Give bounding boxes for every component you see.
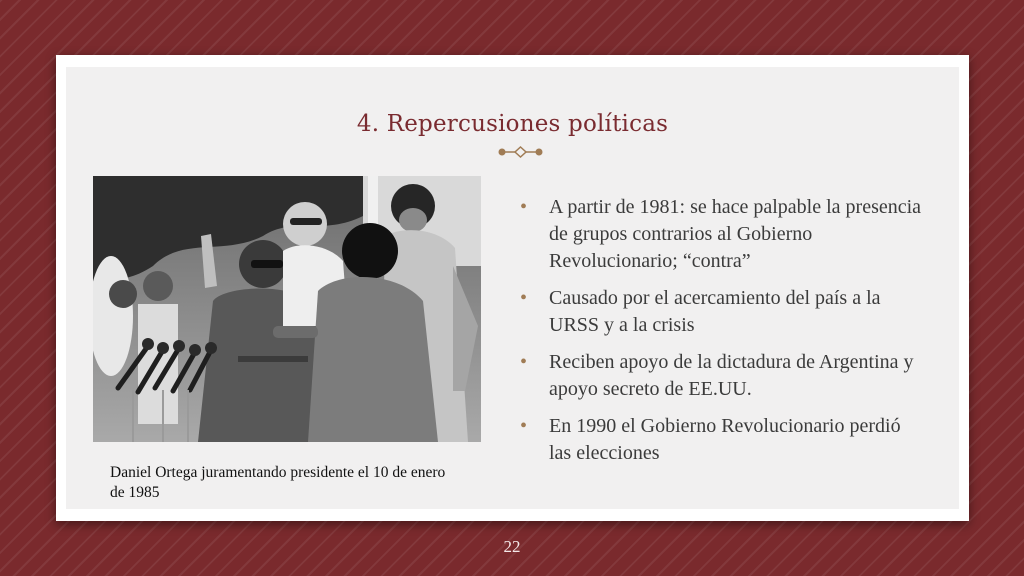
bullet-text: Reciben apoyo de la dictadura de Argentina y apoyo secreto de EE.UU. (549, 351, 914, 400)
bullet-item (506, 349, 926, 403)
diamond-divider-icon (498, 145, 543, 159)
bullet-text: En 1990 el Gobierno Revolucionario perdió las elecciones (549, 415, 901, 464)
bullet-text: Causado por el acercamiento del país a la URSS y a la crisis (549, 287, 881, 336)
bullet-list (506, 194, 926, 477)
slide-card (56, 55, 969, 521)
bullet-item (506, 413, 926, 467)
bullet-dot-icon: • (520, 287, 528, 309)
photo-caption: Daniel Ortega juramentando presidente el 10 de enero de 1985 (110, 464, 446, 501)
bullet-item (506, 194, 926, 275)
slide-title: 4. Repercusiones políticas (356, 111, 669, 137)
bullet-dot-icon: • (520, 196, 528, 218)
inauguration-photo (93, 176, 481, 442)
page-number: 22 (503, 537, 521, 556)
bullet-item (506, 285, 926, 339)
bullet-dot-icon: • (520, 351, 528, 373)
slide-content-area (66, 67, 959, 509)
bullet-dot-icon: • (520, 415, 528, 437)
bullet-text: A partir de 1981: se hace palpable la presencia de grupos contrarios al Gobierno Revolucionario; “contra” (549, 196, 922, 272)
